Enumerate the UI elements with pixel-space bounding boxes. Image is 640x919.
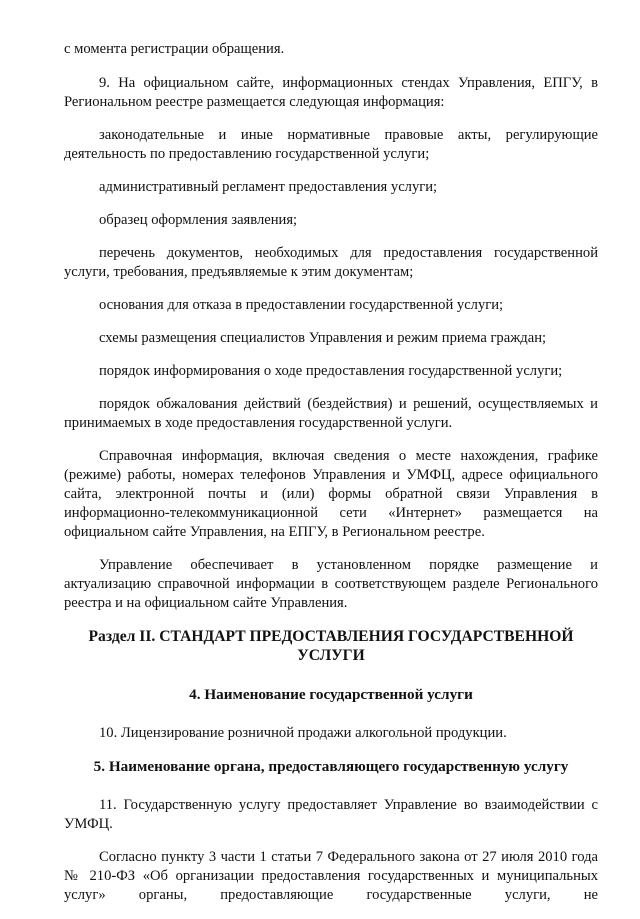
- section-heading: Раздел II. СТАНДАРТ ПРЕДОСТАВЛЕНИЯ ГОСУДАРСТВЕННОЙ УСЛУГИ: [88, 628, 574, 664]
- paragraph-list-item: образец оформления заявления;: [99, 212, 298, 228]
- paragraph-continuation: с момента регистрации обращения.: [64, 41, 285, 57]
- paragraph-list-item: административный регламент предоставления услуги;: [99, 179, 438, 195]
- paragraph-item-11: 11. Государственную услугу предоставляет Управление во взаимодействии с УМФЦ.: [64, 797, 598, 832]
- paragraph-item-10: 10. Лицензирование розничной продажи алкогольной продукции.: [99, 725, 507, 741]
- paragraph-list-item: перечень документов, необходимых для предоставления государственной услуги, требования, предъявляемые к этим документам;: [64, 245, 598, 280]
- paragraph-actualization: Управление обеспечивает в установленном порядке размещение и актуализацию справочной информации в соответствующем разделе Регионального реестра и на официальном сайте Управления.: [64, 557, 598, 611]
- paragraph-list-item: основания для отказа в предоставлении государственной услуги;: [99, 297, 504, 313]
- paragraph-reference-info: Справочная информация, включая сведения о месте нахождения, графике (режиме) работы, номерах телефонов Управления и УМФЦ, адресе официального сайта, электронной почты и (или) формы обратной связи Управления в информационно-телекоммуникационной сети «Интернет» размещается на официальном сайте Управления, на ЕПГУ, в Региональном реестре.: [64, 448, 598, 540]
- paragraph-list-item: порядок информирования о ходе предоставления государственной услуги;: [99, 363, 563, 379]
- paragraph-item-9: 9. На официальном сайте, информационных стендах Управления, ЕПГУ, в Региональном реестре размещается следующая информация:: [64, 75, 598, 110]
- subheading-authority-name: 5. Наименование органа, предоставляющего государственную услугу: [93, 758, 569, 775]
- paragraph-list-item: схемы размещения специалистов Управления и режим приема граждан;: [99, 330, 547, 346]
- paragraph-federal-law: Согласно пункту 3 части 1 статьи 7 Федерального закона от 27 июля 2010 года № 210-ФЗ «Об организации предоставления государственных и муниципальных услуг» органы, предоставляющие государственные услуги, не: [64, 849, 598, 903]
- paragraph-list-item: порядок обжалования действий (бездействия) и решений, осуществляемых и принимаемых в ходе предоставления государственной услуги.: [64, 396, 598, 431]
- subheading-service-name: 4. Наименование государственной услуги: [189, 686, 473, 703]
- document-page: [64, 40, 598, 919]
- paragraph-list-item: законодательные и иные нормативные правовые акты, регулирующие деятельность по предоставлению государственной услуги;: [64, 127, 598, 162]
